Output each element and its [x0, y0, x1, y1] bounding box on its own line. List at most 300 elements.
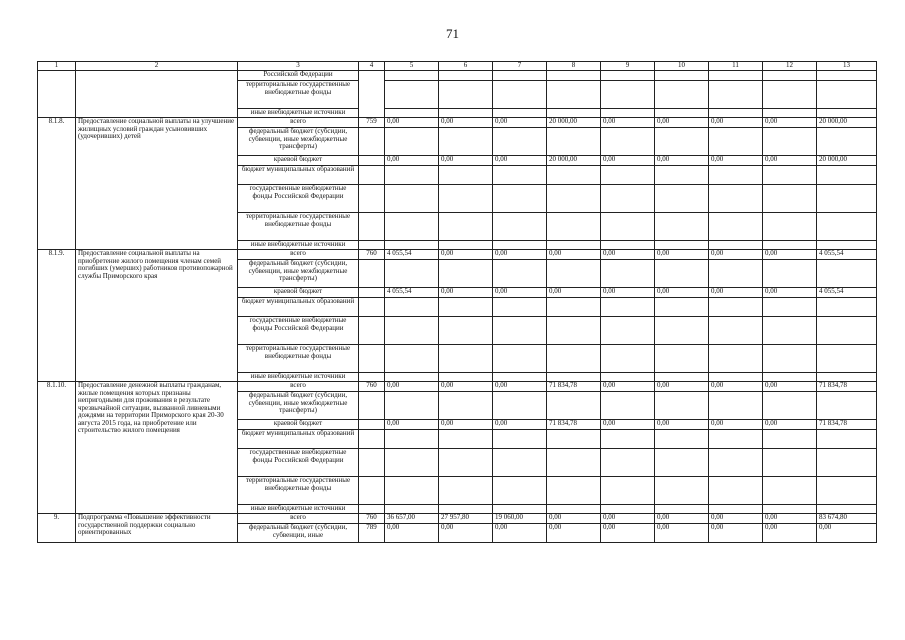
value-cell — [385, 166, 439, 185]
value-cell — [547, 185, 601, 213]
value-cell — [601, 81, 655, 109]
header-cell-7: 7 — [493, 62, 547, 71]
value-cell: 0,00 — [763, 382, 817, 392]
source-label: территориальные государственные внебюджетные фонды — [238, 477, 359, 505]
source-label: государственные внебюджетные фонды Российской Федерации — [238, 185, 359, 213]
value-cell — [655, 449, 709, 477]
value-cell — [709, 166, 763, 185]
value-cell — [817, 392, 877, 420]
value-cell: 0,00 — [655, 524, 709, 543]
value-cell — [655, 185, 709, 213]
source-label: иные внебюджетные источники — [238, 109, 359, 118]
value-cell: 0,00 — [763, 420, 817, 430]
value-cell — [547, 373, 601, 382]
value-cell: 0,00 — [763, 524, 817, 543]
value-cell — [493, 81, 547, 109]
value-cell: 0,00 — [439, 288, 493, 298]
value-cell — [817, 213, 877, 241]
value-cell — [385, 185, 439, 213]
value-cell — [655, 477, 709, 505]
value-cell — [817, 449, 877, 477]
value-cell — [493, 185, 547, 213]
source-label: бюджет муниципальных образований — [238, 166, 359, 185]
value-cell — [601, 477, 655, 505]
source-label: федеральный бюджет (субсидии, субвенции, иные межбюджетные трансферты) — [238, 392, 359, 420]
item-description: Предоставление социальной выплаты на приобретение жилого помещения членам семей погибших (умерших) работников противопожарной службы Приморского края — [76, 250, 238, 382]
value-cell — [439, 317, 493, 345]
item-number: 8.1.8. — [38, 118, 76, 250]
value-cell — [655, 260, 709, 288]
value-cell — [817, 345, 877, 373]
value-cell — [601, 185, 655, 213]
value-cell — [601, 298, 655, 317]
value-cell — [601, 317, 655, 345]
source-label: территориальные государственные внебюджетные фонды — [238, 345, 359, 373]
item-code: 760 — [359, 250, 385, 260]
item-code-empty — [359, 373, 385, 382]
header-cell-11: 11 — [709, 62, 763, 71]
value-cell — [385, 128, 439, 156]
value-cell: 4 055,54 — [817, 250, 877, 260]
value-cell — [601, 430, 655, 449]
item-code-empty — [359, 156, 385, 166]
value-cell: 0,00 — [493, 118, 547, 128]
value-cell: 0,00 — [439, 156, 493, 166]
item-code: 759 — [359, 118, 385, 128]
item-code-empty — [359, 449, 385, 477]
value-cell: 0,00 — [655, 250, 709, 260]
header-cell-3: 3 — [238, 62, 359, 71]
value-cell — [763, 81, 817, 109]
value-cell — [385, 477, 439, 505]
header-row — [38, 62, 877, 71]
value-cell — [817, 81, 877, 109]
item-code: 789 — [359, 524, 385, 543]
page-number: 71 — [446, 26, 459, 41]
value-cell — [709, 345, 763, 373]
item-code-empty — [359, 477, 385, 505]
value-cell: 0,00 — [385, 118, 439, 128]
value-cell: 0,00 — [601, 514, 655, 524]
value-cell: 0,00 — [385, 524, 439, 543]
source-label: всего — [238, 514, 359, 524]
value-cell — [709, 477, 763, 505]
value-cell — [655, 298, 709, 317]
value-cell — [601, 166, 655, 185]
value-cell: 0,00 — [493, 288, 547, 298]
value-cell — [493, 260, 547, 288]
item-code-empty — [359, 430, 385, 449]
value-cell — [439, 71, 493, 81]
value-cell: 0,00 — [817, 524, 877, 543]
value-cell — [493, 505, 547, 514]
value-cell — [439, 449, 493, 477]
value-cell — [817, 477, 877, 505]
value-cell — [709, 109, 763, 118]
value-cell — [547, 128, 601, 156]
value-cell: 0,00 — [601, 156, 655, 166]
value-cell — [547, 71, 601, 81]
item-code-empty — [359, 213, 385, 241]
value-cell — [655, 81, 709, 109]
value-cell: 4 055,54 — [385, 288, 439, 298]
value-cell — [493, 71, 547, 81]
value-cell — [439, 430, 493, 449]
value-cell — [817, 430, 877, 449]
value-cell: 0,00 — [709, 524, 763, 543]
value-cell — [547, 392, 601, 420]
value-cell — [655, 241, 709, 250]
continuation-code-cell — [359, 71, 385, 118]
source-label: иные внебюджетные источники — [238, 373, 359, 382]
header-cell-4: 4 — [359, 62, 385, 71]
value-cell: 27 957,80 — [439, 514, 493, 524]
value-cell: 0,00 — [439, 118, 493, 128]
value-cell — [817, 317, 877, 345]
header-cell-13: 13 — [817, 62, 877, 71]
value-cell — [385, 317, 439, 345]
value-cell: 0,00 — [655, 514, 709, 524]
value-cell — [385, 392, 439, 420]
value-cell — [601, 392, 655, 420]
table-row — [38, 382, 877, 392]
source-label: всего — [238, 118, 359, 128]
value-cell — [601, 505, 655, 514]
value-cell — [763, 449, 817, 477]
header-cell-6: 6 — [439, 62, 493, 71]
item-code: 760 — [359, 382, 385, 392]
value-cell — [655, 373, 709, 382]
value-cell: 0,00 — [763, 156, 817, 166]
value-cell — [655, 213, 709, 241]
value-cell — [385, 81, 439, 109]
value-cell — [547, 298, 601, 317]
value-cell — [493, 128, 547, 156]
value-cell — [763, 128, 817, 156]
source-label: бюджет муниципальных образований — [238, 298, 359, 317]
value-cell — [763, 109, 817, 118]
value-cell — [439, 81, 493, 109]
value-cell: 71 834,78 — [547, 382, 601, 392]
value-cell: 0,00 — [601, 288, 655, 298]
value-cell: 0,00 — [709, 118, 763, 128]
value-cell — [763, 392, 817, 420]
value-cell — [385, 345, 439, 373]
value-cell — [385, 241, 439, 250]
value-cell — [493, 430, 547, 449]
value-cell: 4 055,54 — [817, 288, 877, 298]
value-cell: 0,00 — [709, 156, 763, 166]
value-cell — [547, 477, 601, 505]
value-cell: 0,00 — [601, 118, 655, 128]
value-cell — [385, 109, 439, 118]
header-cell-1: 1 — [38, 62, 76, 71]
value-cell — [709, 241, 763, 250]
value-cell — [547, 166, 601, 185]
value-cell — [709, 449, 763, 477]
value-cell: 0,00 — [655, 420, 709, 430]
value-cell — [763, 71, 817, 81]
value-cell — [601, 260, 655, 288]
value-cell: 0,00 — [439, 382, 493, 392]
source-label: федеральный бюджет (субсидии, субвенции, иные — [238, 524, 359, 543]
source-label: Российской Федерации — [238, 71, 359, 81]
item-number: 9. — [38, 514, 76, 543]
value-cell: 0,00 — [709, 288, 763, 298]
value-cell: 20 000,00 — [547, 118, 601, 128]
value-cell — [493, 345, 547, 373]
value-cell: 0,00 — [655, 382, 709, 392]
value-cell — [439, 345, 493, 373]
value-cell — [763, 505, 817, 514]
value-cell — [439, 213, 493, 241]
value-cell — [439, 373, 493, 382]
value-cell: 0,00 — [763, 250, 817, 260]
value-cell: 0,00 — [763, 288, 817, 298]
value-cell — [763, 185, 817, 213]
value-cell — [601, 345, 655, 373]
value-cell: 0,00 — [439, 250, 493, 260]
value-cell — [817, 373, 877, 382]
value-cell: 0,00 — [439, 524, 493, 543]
value-cell: 0,00 — [709, 382, 763, 392]
value-cell — [385, 213, 439, 241]
value-cell — [601, 373, 655, 382]
value-cell — [817, 128, 877, 156]
item-code-empty — [359, 260, 385, 288]
value-cell — [385, 373, 439, 382]
value-cell — [601, 128, 655, 156]
header-cell-10: 10 — [655, 62, 709, 71]
value-cell: 0,00 — [763, 514, 817, 524]
item-code-empty — [359, 185, 385, 213]
value-cell — [709, 128, 763, 156]
value-cell: 0,00 — [655, 156, 709, 166]
value-cell — [763, 213, 817, 241]
value-cell — [655, 71, 709, 81]
value-cell — [763, 477, 817, 505]
value-cell: 20 000,00 — [817, 118, 877, 128]
item-code: 760 — [359, 514, 385, 524]
value-cell — [547, 430, 601, 449]
value-cell: 0,00 — [763, 118, 817, 128]
value-cell — [385, 260, 439, 288]
item-code-empty — [359, 420, 385, 430]
source-label: всего — [238, 250, 359, 260]
value-cell — [493, 298, 547, 317]
table-row — [38, 514, 877, 524]
value-cell: 71 834,78 — [547, 420, 601, 430]
value-cell: 0,00 — [709, 514, 763, 524]
value-cell — [709, 373, 763, 382]
value-cell: 0,00 — [547, 250, 601, 260]
item-code-empty — [359, 241, 385, 250]
value-cell — [763, 373, 817, 382]
continuation-num-cell — [38, 71, 76, 118]
source-label: иные внебюджетные источники — [238, 241, 359, 250]
source-label: иные внебюджетные источники — [238, 505, 359, 514]
source-label: краевой бюджет — [238, 420, 359, 430]
value-cell: 20 000,00 — [547, 156, 601, 166]
value-cell — [817, 241, 877, 250]
header-cell-8: 8 — [547, 62, 601, 71]
value-cell — [655, 317, 709, 345]
value-cell: 0,00 — [439, 420, 493, 430]
value-cell: 0,00 — [385, 420, 439, 430]
value-cell: 83 674,80 — [817, 514, 877, 524]
value-cell: 0,00 — [709, 250, 763, 260]
value-cell: 71 834,78 — [817, 420, 877, 430]
item-code-empty — [359, 288, 385, 298]
value-cell — [709, 430, 763, 449]
value-cell — [601, 109, 655, 118]
value-cell — [439, 166, 493, 185]
value-cell — [763, 317, 817, 345]
value-cell — [655, 505, 709, 514]
value-cell — [547, 241, 601, 250]
source-label: территориальные государственные внебюджетные фонды — [238, 213, 359, 241]
value-cell: 0,00 — [547, 524, 601, 543]
value-cell — [709, 185, 763, 213]
value-cell — [547, 505, 601, 514]
value-cell: 0,00 — [493, 250, 547, 260]
value-cell — [817, 166, 877, 185]
value-cell — [709, 505, 763, 514]
value-cell — [709, 298, 763, 317]
value-cell — [817, 505, 877, 514]
value-cell: 20 000,00 — [817, 156, 877, 166]
value-cell — [439, 505, 493, 514]
header-cell-5: 5 — [385, 62, 439, 71]
value-cell — [763, 241, 817, 250]
value-cell — [601, 241, 655, 250]
value-cell — [547, 260, 601, 288]
source-label: краевой бюджет — [238, 156, 359, 166]
item-description: Подпрограмма «Повышение эффективности государственной поддержки социально ориентированных — [76, 514, 238, 543]
value-cell — [439, 109, 493, 118]
value-cell — [655, 166, 709, 185]
value-cell — [817, 71, 877, 81]
table-body — [38, 62, 877, 543]
value-cell — [763, 260, 817, 288]
value-cell: 0,00 — [493, 420, 547, 430]
item-code-empty — [359, 166, 385, 185]
value-cell — [817, 109, 877, 118]
value-cell — [385, 71, 439, 81]
value-cell — [709, 71, 763, 81]
item-code-empty — [359, 317, 385, 345]
value-cell — [547, 317, 601, 345]
source-label: федеральный бюджет (субсидии, субвенции, иные межбюджетные трансферты) — [238, 128, 359, 156]
item-code-empty — [359, 128, 385, 156]
value-cell — [493, 317, 547, 345]
source-label: федеральный бюджет (субсидии, субвенции, иные межбюджетные трансферты) — [238, 260, 359, 288]
value-cell: 0,00 — [547, 288, 601, 298]
value-cell: 0,00 — [547, 514, 601, 524]
value-cell — [601, 71, 655, 81]
item-code-empty — [359, 345, 385, 373]
value-cell — [493, 213, 547, 241]
source-label: бюджет муниципальных образований — [238, 430, 359, 449]
value-cell: 0,00 — [385, 156, 439, 166]
header-cell-2: 2 — [76, 62, 238, 71]
value-cell — [763, 430, 817, 449]
value-cell: 4 055,54 — [385, 250, 439, 260]
value-cell: 0,00 — [601, 524, 655, 543]
item-code-empty — [359, 392, 385, 420]
item-code-empty — [359, 298, 385, 317]
value-cell: 0,00 — [493, 382, 547, 392]
value-cell — [439, 185, 493, 213]
value-cell — [655, 109, 709, 118]
item-number: 8.1.10. — [38, 382, 76, 514]
value-cell: 0,00 — [709, 420, 763, 430]
table-row — [38, 71, 877, 81]
value-cell — [439, 477, 493, 505]
table-row — [38, 250, 877, 260]
value-cell — [601, 449, 655, 477]
item-code-empty — [359, 505, 385, 514]
value-cell — [817, 260, 877, 288]
value-cell: 0,00 — [655, 118, 709, 128]
value-cell — [763, 345, 817, 373]
value-cell — [547, 449, 601, 477]
value-cell: 0,00 — [493, 156, 547, 166]
value-cell — [709, 213, 763, 241]
value-cell — [547, 213, 601, 241]
value-cell — [547, 81, 601, 109]
value-cell — [439, 241, 493, 250]
value-cell — [493, 477, 547, 505]
value-cell — [439, 298, 493, 317]
source-label: государственные внебюджетные фонды Российской Федерации — [238, 449, 359, 477]
header-cell-9: 9 — [601, 62, 655, 71]
value-cell — [385, 430, 439, 449]
value-cell: 0,00 — [601, 420, 655, 430]
value-cell — [709, 317, 763, 345]
value-cell — [493, 241, 547, 250]
value-cell — [655, 430, 709, 449]
source-label: территориальные государственные внебюджетные фонды — [238, 81, 359, 109]
continuation-desc-cell — [76, 71, 238, 118]
item-description: Предоставление социальной выплаты на улучшение жилищных условий граждан усыновивших (удочеривших) детей — [76, 118, 238, 250]
source-label: государственные внебюджетные фонды Российской Федерации — [238, 317, 359, 345]
value-cell: 71 834,78 — [817, 382, 877, 392]
value-cell — [439, 392, 493, 420]
value-cell — [493, 373, 547, 382]
value-cell — [493, 166, 547, 185]
value-cell — [601, 213, 655, 241]
value-cell — [547, 345, 601, 373]
value-cell — [817, 298, 877, 317]
value-cell — [763, 166, 817, 185]
source-label: краевой бюджет — [238, 288, 359, 298]
value-cell — [763, 298, 817, 317]
value-cell: 0,00 — [601, 250, 655, 260]
source-label: всего — [238, 382, 359, 392]
item-number: 8.1.9. — [38, 250, 76, 382]
value-cell: 0,00 — [385, 382, 439, 392]
value-cell — [385, 449, 439, 477]
value-cell — [709, 392, 763, 420]
value-cell — [655, 128, 709, 156]
value-cell — [655, 392, 709, 420]
value-cell — [709, 81, 763, 109]
value-cell — [493, 109, 547, 118]
value-cell — [385, 298, 439, 317]
value-cell — [817, 185, 877, 213]
value-cell: 19 060,00 — [493, 514, 547, 524]
